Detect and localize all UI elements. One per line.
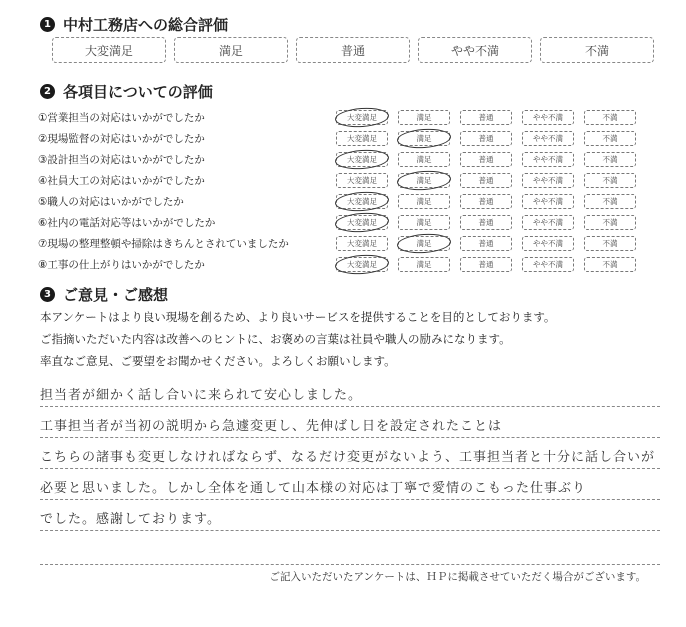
- question-label: ⑥社内の電話対応等はいかがでしたか: [38, 217, 216, 229]
- rating-row: [336, 233, 636, 254]
- question-label: ①営業担当の対応はいかがでしたか: [38, 112, 205, 124]
- rating-option[interactable]: 普通: [460, 215, 512, 230]
- rating-option[interactable]: 普通: [460, 173, 512, 188]
- comment-line: でした。感謝しております。: [40, 500, 660, 531]
- rating-row: [336, 128, 636, 149]
- intro-text: [40, 306, 555, 372]
- rating-option[interactable]: 普通: [460, 194, 512, 209]
- rating-option[interactable]: やや不満: [522, 173, 574, 188]
- rating-option[interactable]: 満足: [398, 194, 450, 209]
- section-2-title: 各項目についての評価: [63, 83, 213, 101]
- rating-row: [336, 212, 636, 233]
- question-label: ⑤職人の対応はいかがでしたか: [38, 196, 184, 208]
- rating-option[interactable]: やや不満: [522, 152, 574, 167]
- overall-option[interactable]: 不満: [540, 37, 654, 63]
- rating-option[interactable]: 大変満足: [336, 215, 388, 230]
- rating-option[interactable]: 普通: [460, 257, 512, 272]
- section-1-heading: [40, 14, 228, 35]
- rating-row: [336, 170, 636, 191]
- section-3-heading: [40, 284, 168, 305]
- rating-row: [336, 149, 636, 170]
- overall-option[interactable]: 大変満足: [52, 37, 166, 63]
- question-label: ⑧工事の仕上がりはいかがでしたか: [38, 259, 205, 271]
- overall-option[interactable]: 普通: [296, 37, 410, 63]
- rating-option[interactable]: やや不満: [522, 131, 574, 146]
- question-label: ③設計担当の対応はいかがでしたか: [38, 154, 205, 166]
- comment-area[interactable]: [40, 376, 660, 565]
- section-1-title: 中村工務店への総合評価: [63, 16, 229, 34]
- rating-option[interactable]: 不満: [584, 173, 636, 188]
- section-number-badge: 1: [40, 17, 55, 32]
- rating-option[interactable]: 満足: [398, 173, 450, 188]
- section-number-badge: 3: [40, 287, 55, 302]
- rating-option[interactable]: 満足: [398, 257, 450, 272]
- rating-option[interactable]: 大変満足: [336, 194, 388, 209]
- comment-line: こちらの諸事も変更しなければならず、なるだけ変更がないよう、工事担当者と十分に話し合いが: [40, 438, 660, 469]
- comment-line: [40, 531, 660, 565]
- rating-option[interactable]: 満足: [398, 215, 450, 230]
- rating-option[interactable]: 満足: [398, 236, 450, 251]
- question-label: ②現場監督の対応はいかがでしたか: [38, 133, 205, 145]
- question-list: [38, 107, 289, 275]
- rating-option[interactable]: 不満: [584, 194, 636, 209]
- overall-rating-options: [52, 37, 654, 63]
- rating-option[interactable]: やや不満: [522, 215, 574, 230]
- section-3-title: ご意見・ご感想: [63, 286, 169, 304]
- rating-row: [336, 254, 636, 275]
- overall-option[interactable]: 満足: [174, 37, 288, 63]
- rating-option[interactable]: 大変満足: [336, 173, 388, 188]
- comment-line: 担当者が細かく話し合いに来られて安心しました。: [40, 376, 660, 407]
- rating-option[interactable]: やや不満: [522, 194, 574, 209]
- rating-option[interactable]: 大変満足: [336, 257, 388, 272]
- comment-line: 工事担当者が当初の説明から急遽変更し、先伸ばし日を設定されたことは: [40, 407, 660, 438]
- rating-option[interactable]: 不満: [584, 257, 636, 272]
- rating-option[interactable]: 不満: [584, 215, 636, 230]
- intro-line: 本アンケートはより良い現場を創るため、より良いサービスを提供することを目的としております。: [40, 310, 556, 324]
- rating-option[interactable]: 満足: [398, 110, 450, 125]
- rating-option[interactable]: 大変満足: [336, 110, 388, 125]
- rating-option[interactable]: やや不満: [522, 257, 574, 272]
- rating-option[interactable]: 不満: [584, 131, 636, 146]
- rating-option[interactable]: 満足: [398, 131, 450, 146]
- rating-row: [336, 191, 636, 212]
- rating-option[interactable]: 大変満足: [336, 236, 388, 251]
- rating-option[interactable]: 普通: [460, 152, 512, 167]
- section-number-badge: 2: [40, 84, 55, 99]
- overall-option[interactable]: やや不満: [418, 37, 532, 63]
- rating-option[interactable]: 普通: [460, 236, 512, 251]
- rating-option[interactable]: 大変満足: [336, 131, 388, 146]
- rating-option[interactable]: 不満: [584, 236, 636, 251]
- footer-note: ご記入いただいたアンケートは、ＨＰに掲載させていただく場合がございます。: [269, 571, 646, 583]
- rating-option[interactable]: 大変満足: [336, 152, 388, 167]
- comment-line: 必要と思いました。しかし全体を通して山本様の対応は丁寧で愛情のこもった仕事ぶり: [40, 469, 660, 500]
- question-label: ④社員大工の対応はいかがでしたか: [38, 175, 205, 187]
- question-label: ⑦現場の整理整頓や掃除はきちんとされていましたか: [38, 238, 289, 250]
- rating-option[interactable]: 普通: [460, 131, 512, 146]
- section-2-heading: [40, 81, 213, 102]
- rating-option[interactable]: 満足: [398, 152, 450, 167]
- rating-option[interactable]: やや不満: [522, 236, 574, 251]
- rating-option[interactable]: 不満: [584, 110, 636, 125]
- rating-grid: [336, 107, 636, 275]
- intro-line: 率直なご意見、ご要望をお聞かせください。よろしくお願いします。: [40, 354, 396, 368]
- intro-line: ご指摘いただいた内容は改善へのヒントに、お褒めの言葉は社員や職人の励みになります。: [40, 332, 511, 346]
- rating-option[interactable]: やや不満: [522, 110, 574, 125]
- rating-option[interactable]: 普通: [460, 110, 512, 125]
- rating-row: [336, 107, 636, 128]
- rating-option[interactable]: 不満: [584, 152, 636, 167]
